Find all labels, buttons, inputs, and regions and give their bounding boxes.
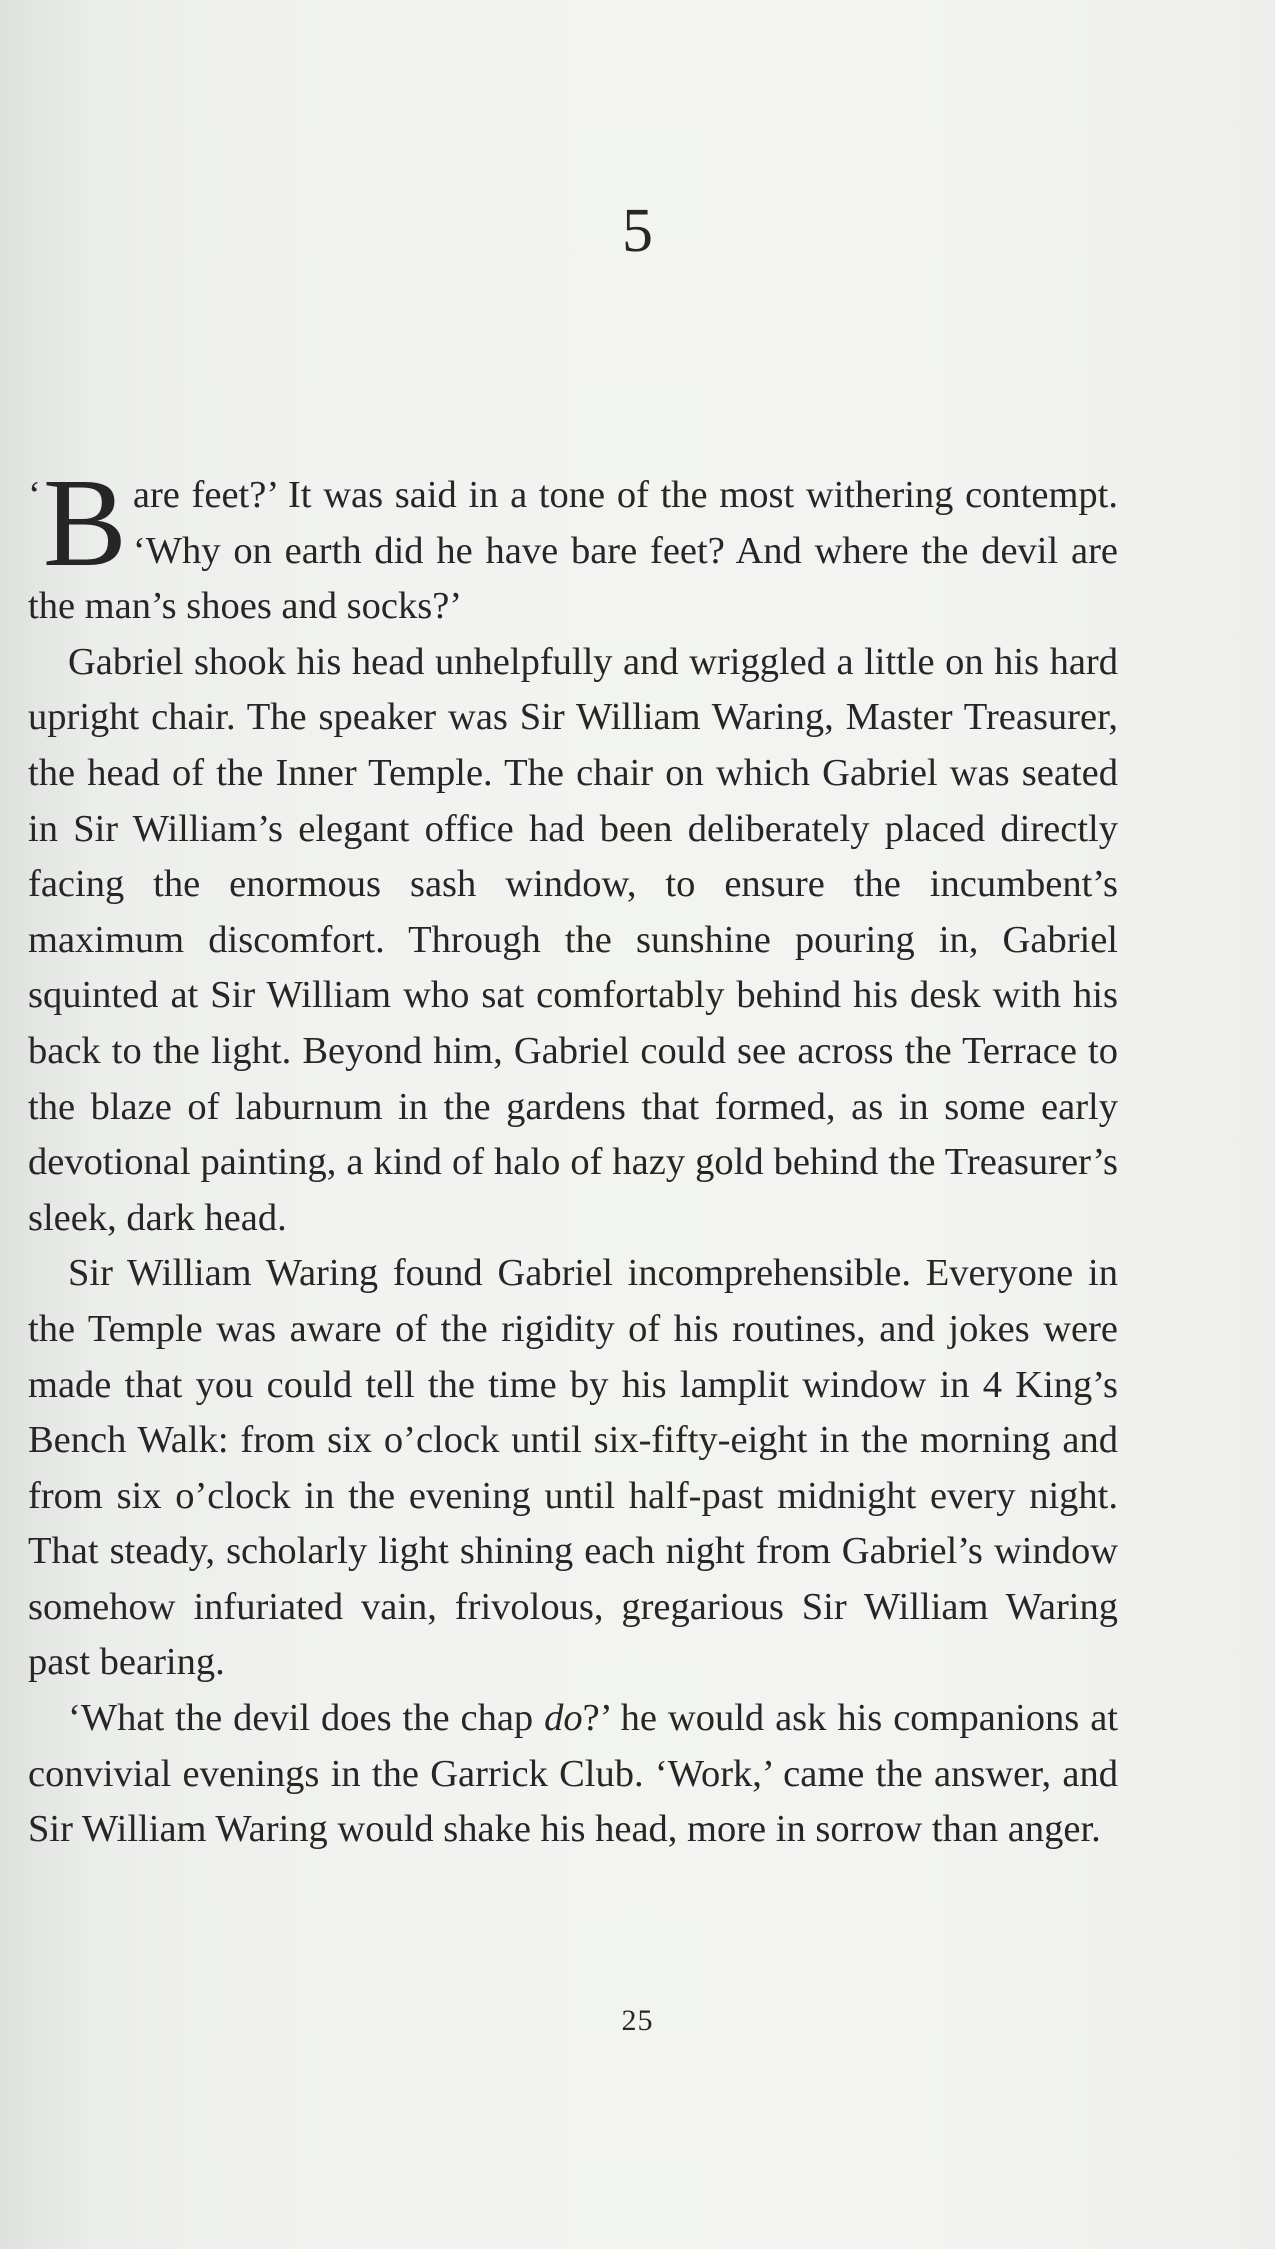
opening-quote-mark: ‘ xyxy=(28,474,41,516)
page-number: 25 xyxy=(621,2004,654,2037)
paragraph-4-emphasis: do xyxy=(544,1697,583,1740)
paragraph-2: Gabriel shook his head unhelpfully and wriggled a little on his hard upright chair. The speaker was Sir William Waring, Master Treasurer, the head of the Inner Temple. The chair on which Gabriel was seated in Sir William’s elegant office had been deliberately placed directly facing the enormous sash window, to ensure the incumbent’s maximum discomfort. Through the sunshine pouring in, Gabriel squinted at Sir William who sat comfortably behind his desk with his back to the light. Beyond him, Gabriel could see across the Terrace to the blaze of laburnum in the gardens that formed, as in some early devotional painting, a kind of halo of hazy gold behind the Treasurer’s sleek, dark head. xyxy=(28,640,1118,1239)
chapter-number: 5 xyxy=(622,197,653,265)
drop-cap-letter: B xyxy=(42,454,127,593)
paragraph-4-text-end: ?’ he would ask his companions at convivial evenings in the Garrick Club. ‘Work,’ came the answer, and Sir William Waring would shake his head, more in sorrow than anger. xyxy=(28,1697,1118,1851)
paragraph-4-text-start: ‘What the devil does the chap xyxy=(68,1697,545,1740)
paragraph-1-text: are feet?’ It was said in a tone of the most withering contempt. ‘Why on earth did he have bare feet? And where the devil are the man’s shoes and socks?’ xyxy=(28,474,1118,628)
paragraph-4 xyxy=(28,1691,1118,1858)
paragraph-3: Sir William Waring found Gabriel incomprehensible. Everyone in the Temple was aware of the rigidity of his routines, and jokes were made that you could tell the time by his lamplit window in 4 King’s Bench Walk: from six o’clock until six-fifty-eight in the morning and from six o’clock in the evening until half-past midnight every night. That steady, scholarly light shining each night from Gabriel’s window somehow infuriated vain, frivolous, gregarious Sir William Waring past bearing. xyxy=(28,1252,1118,1684)
paragraph-1 xyxy=(28,454,1118,635)
chapter-body xyxy=(28,454,1118,1858)
